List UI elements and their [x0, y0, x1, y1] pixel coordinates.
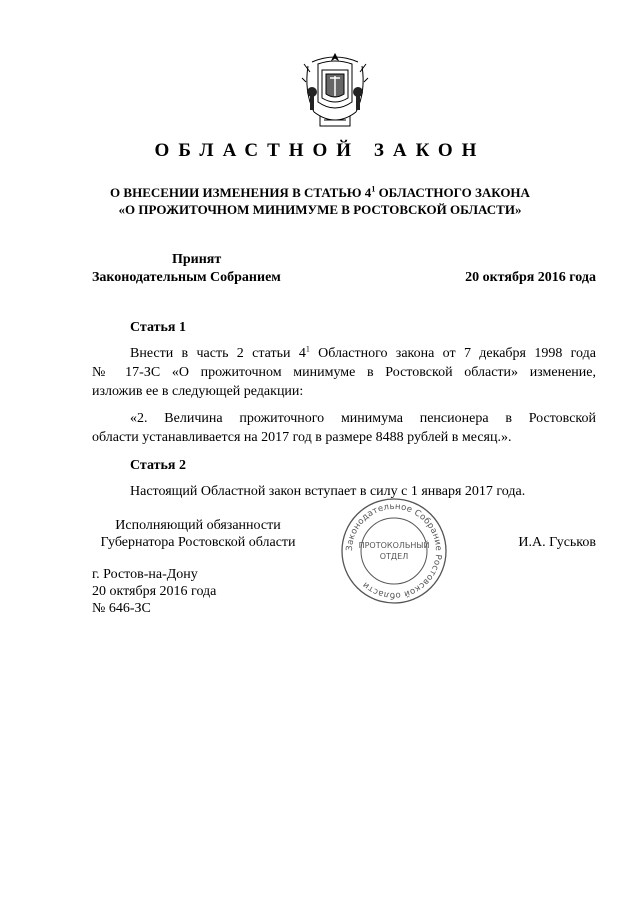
signatory-position-line-2: Губернатора Ростовской области: [100, 535, 296, 550]
subtitle-line-2: «О ПРОЖИТОЧНОМ МИНИМУМЕ В РОСТОВСКОЙ ОБЛАСТИ»: [118, 202, 522, 217]
stamp-center-line-1: ПРОТОКОЛЬНЫЙ: [358, 541, 430, 550]
article-2-heading: Статья 2: [130, 458, 186, 473]
subtitle-line-1: О ВНЕСЕНИИ ИЗМЕНЕНИЯ В СТАТЬЮ $4^1$ ОБЛАСТНОГО ЗАКОНА: [110, 184, 530, 200]
stamp-icon: [338, 495, 450, 607]
accepted-label: Принят: [172, 252, 222, 267]
svg-text:Законодательное Собрание Росто: [345, 502, 443, 600]
article-1-quote-line-2: области устанавливается на 2017 год в размере 8488 рублей в месяц.».: [92, 430, 512, 445]
article-1-line-3: изложив ее в следующей редакции:: [92, 384, 304, 399]
article-1-line-2: № 17-ЗС «О прожиточном минимуме в Ростовской области» изменение,: [92, 365, 596, 380]
article-2-text: Настоящий Областной закон вступает в силу с 1 января 2017 года.: [130, 484, 526, 499]
adopted-by: Законодательным Собранием: [92, 270, 281, 285]
adoption-date: 20 октября 2016 года: [465, 270, 596, 285]
footer: [92, 566, 216, 617]
signatory-name: И.А. Гуськов: [518, 535, 596, 550]
footer-number: № 646-ЗС: [92, 601, 151, 616]
signatory-position: [92, 517, 304, 551]
stamp-ring-text: Законодательное Собрание Ростовской области: [344, 501, 444, 601]
article-1-heading: Статья 1: [130, 320, 186, 335]
article-1-quote-line-1: «2. Величина прожиточного минимума пенсионера в Ростовской: [130, 411, 596, 426]
stamp-center-line-2: ОТДЕЛ: [379, 552, 409, 561]
article-1-line-1: Внести в часть 2 статьи $4^1$ Областного закона от 7 декабря 1998 года: [130, 344, 596, 361]
signatory-position-line-1: Исполняющий обязанности: [115, 518, 281, 533]
footer-date: 20 октября 2016 года: [92, 584, 217, 599]
document-title: ОБЛАСТНОЙ ЗАКОН: [154, 140, 486, 161]
footer-city: г. Ростов-на-Дону: [92, 567, 198, 582]
article-1-body: [92, 344, 596, 447]
document-subtitle: [60, 184, 580, 218]
coat-of-arms-icon: [300, 52, 370, 132]
